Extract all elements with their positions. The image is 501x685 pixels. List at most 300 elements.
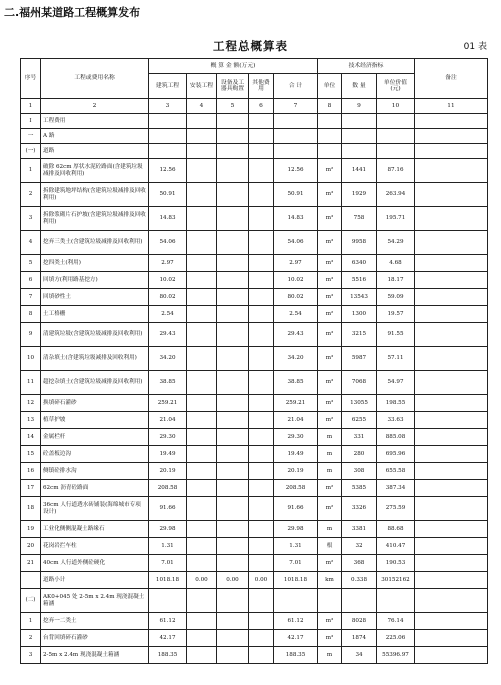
- row-total: 19.49: [274, 446, 318, 463]
- row-remark: [415, 412, 488, 429]
- row-other: [249, 538, 274, 555]
- row-unit-value: 695.96: [377, 446, 415, 463]
- row-unit: m³: [318, 347, 342, 371]
- row-name: 清杂填土(含建筑垃圾减排及回收利用): [41, 347, 149, 371]
- column-number: 1: [21, 99, 41, 114]
- row-construction: 91.66: [149, 497, 187, 521]
- row-installation: [187, 446, 217, 463]
- row-other: [249, 429, 274, 446]
- row-equipment: [217, 412, 249, 429]
- row-equipment: [217, 272, 249, 289]
- row-construction: 29.30: [149, 429, 187, 446]
- table-row: [21, 589, 488, 613]
- row-equipment: [217, 589, 249, 613]
- row-equipment: [217, 129, 249, 144]
- row-construction: 12.56: [149, 159, 187, 183]
- row-quantity: [342, 589, 377, 613]
- row-unit: [318, 129, 342, 144]
- row-name: 侧镇砼排水沟: [41, 463, 149, 480]
- header-tech-group: 技术经济指标: [318, 59, 415, 74]
- table-header: [21, 59, 488, 114]
- row-installation: [187, 129, 217, 144]
- row-seq: 3: [21, 647, 41, 664]
- row-seq: 10: [21, 347, 41, 371]
- row-construction: 29.43: [149, 323, 187, 347]
- row-total: 259.21: [274, 395, 318, 412]
- row-installation: [187, 114, 217, 129]
- row-name: 清建筑垃圾(含建筑垃圾减排及回收利用): [41, 323, 149, 347]
- row-seq: 13: [21, 412, 41, 429]
- row-total: 54.06: [274, 231, 318, 255]
- table-row: [21, 306, 488, 323]
- row-construction: 61.12: [149, 613, 187, 630]
- row-equipment: 0.00: [217, 572, 249, 589]
- row-construction: 1018.18: [149, 572, 187, 589]
- row-unit: m: [318, 463, 342, 480]
- header-other: 其他费用: [249, 74, 274, 99]
- row-remark: [415, 371, 488, 395]
- row-remark: [415, 521, 488, 538]
- row-total: 2.97: [274, 255, 318, 272]
- table-title: 工程总概算表: [213, 39, 288, 53]
- table-row: [21, 272, 488, 289]
- row-quantity: 368: [342, 555, 377, 572]
- row-other: [249, 289, 274, 306]
- row-total: 188.35: [274, 647, 318, 664]
- row-construction: 1.31: [149, 538, 187, 555]
- row-total: 10.02: [274, 272, 318, 289]
- row-unit: m³: [318, 255, 342, 272]
- row-other: [249, 463, 274, 480]
- row-name: 破除 62cm 厚状水泥砼路面(含建筑垃圾减排及回收利用): [41, 159, 149, 183]
- row-total: 12.56: [274, 159, 318, 183]
- row-equipment: [217, 255, 249, 272]
- row-equipment: [217, 555, 249, 572]
- row-remark: [415, 272, 488, 289]
- row-unit-value: 18.17: [377, 272, 415, 289]
- row-unit-value: 54.97: [377, 371, 415, 395]
- header-total: 合 计: [274, 74, 318, 99]
- row-quantity: [342, 129, 377, 144]
- row-construction: 10.02: [149, 272, 187, 289]
- row-unit-value: 885.08: [377, 429, 415, 446]
- row-seq: 18: [21, 497, 41, 521]
- row-total: [274, 589, 318, 613]
- column-number: 8: [318, 99, 342, 114]
- row-installation: [187, 555, 217, 572]
- row-other: [249, 613, 274, 630]
- row-name: 台背回填碎石灌砂: [41, 630, 149, 647]
- row-construction: [149, 129, 187, 144]
- row-construction: [149, 114, 187, 129]
- row-construction: 50.91: [149, 183, 187, 207]
- row-other: [249, 114, 274, 129]
- row-quantity: [342, 144, 377, 159]
- row-unit: m³: [318, 207, 342, 231]
- row-seq: (二): [21, 589, 41, 613]
- row-construction: 259.21: [149, 395, 187, 412]
- row-remark: [415, 497, 488, 521]
- row-seq: 8: [21, 306, 41, 323]
- row-quantity: 308: [342, 463, 377, 480]
- row-other: [249, 647, 274, 664]
- row-installation: [187, 183, 217, 207]
- row-seq: 2: [21, 183, 41, 207]
- row-construction: 38.85: [149, 371, 187, 395]
- row-quantity: 1874: [342, 630, 377, 647]
- row-seq: 20: [21, 538, 41, 555]
- row-name: 金属栏杆: [41, 429, 149, 446]
- row-remark: [415, 538, 488, 555]
- row-quantity: 1441: [342, 159, 377, 183]
- row-total: 2.54: [274, 306, 318, 323]
- row-construction: 208.58: [149, 480, 187, 497]
- row-quantity: 3215: [342, 323, 377, 347]
- row-unit: m²: [318, 306, 342, 323]
- header-equipment: 设备及工器具购置: [217, 74, 249, 99]
- row-equipment: [217, 521, 249, 538]
- row-seq: Ⅰ: [21, 114, 41, 129]
- row-total: 20.19: [274, 463, 318, 480]
- row-name: 道路小计: [41, 572, 149, 589]
- row-total: 29.30: [274, 429, 318, 446]
- row-equipment: [217, 347, 249, 371]
- row-other: [249, 129, 274, 144]
- row-quantity: 5987: [342, 347, 377, 371]
- row-unit-value: [377, 129, 415, 144]
- row-seq: 15: [21, 446, 41, 463]
- row-total: 14.83: [274, 207, 318, 231]
- row-unit-value: 87.16: [377, 159, 415, 183]
- row-quantity: 1929: [342, 183, 377, 207]
- column-number: 5: [217, 99, 249, 114]
- row-remark: [415, 555, 488, 572]
- table-row: [21, 647, 488, 664]
- row-seq: 9: [21, 323, 41, 347]
- row-total: 1.31: [274, 538, 318, 555]
- row-remark: [415, 231, 488, 255]
- row-equipment: [217, 630, 249, 647]
- row-installation: [187, 144, 217, 159]
- row-total: 21.04: [274, 412, 318, 429]
- row-seq: 14: [21, 429, 41, 446]
- row-other: [249, 497, 274, 521]
- row-equipment: [217, 538, 249, 555]
- row-name: 砼盖板边沟: [41, 446, 149, 463]
- row-installation: [187, 395, 217, 412]
- row-quantity: 5385: [342, 480, 377, 497]
- row-unit: m³: [318, 272, 342, 289]
- row-construction: [149, 144, 187, 159]
- row-equipment: [217, 395, 249, 412]
- row-unit-value: 76.14: [377, 613, 415, 630]
- header-construction: 建筑工程: [149, 74, 187, 99]
- row-seq: 一: [21, 129, 41, 144]
- row-quantity: 9958: [342, 231, 377, 255]
- row-installation: [187, 480, 217, 497]
- row-installation: 0.00: [187, 572, 217, 589]
- row-equipment: [217, 446, 249, 463]
- row-unit: m³: [318, 613, 342, 630]
- row-installation: [187, 538, 217, 555]
- row-unit-value: 59.09: [377, 289, 415, 306]
- row-unit-value: 198.55: [377, 395, 415, 412]
- row-quantity: 758: [342, 207, 377, 231]
- row-unit-value: 225.06: [377, 630, 415, 647]
- row-seq: 7: [21, 289, 41, 306]
- row-name: 40cm 人行道外侧砼硬化: [41, 555, 149, 572]
- row-seq: 11: [21, 371, 41, 395]
- row-remark: [415, 289, 488, 306]
- sheet-number: 01 表: [463, 42, 487, 52]
- row-remark: [415, 480, 488, 497]
- row-total: 38.85: [274, 371, 318, 395]
- row-name: 花岗岩拦车柱: [41, 538, 149, 555]
- row-other: 0.00: [249, 572, 274, 589]
- table-row: [21, 183, 488, 207]
- row-total: 42.17: [274, 630, 318, 647]
- table-row: [21, 572, 488, 589]
- column-number: 3: [149, 99, 187, 114]
- row-remark: [415, 129, 488, 144]
- row-construction: 2.97: [149, 255, 187, 272]
- row-total: [274, 144, 318, 159]
- row-remark: [415, 647, 488, 664]
- row-installation: [187, 429, 217, 446]
- row-name: AK0+045 处 2-5m x 2.4m 现浇混凝土箱涵: [41, 589, 149, 613]
- row-installation: [187, 371, 217, 395]
- row-seq: 17: [21, 480, 41, 497]
- table-row: [21, 144, 488, 159]
- row-remark: [415, 630, 488, 647]
- row-remark: [415, 446, 488, 463]
- row-seq: [21, 572, 41, 589]
- row-unit: m³: [318, 323, 342, 347]
- row-seq: 5: [21, 255, 41, 272]
- row-unit: [318, 589, 342, 613]
- row-unit-value: 88.68: [377, 521, 415, 538]
- table-row: [21, 207, 488, 231]
- table-row: [21, 323, 488, 347]
- row-name: 工业化侧侧混凝土路缘石: [41, 521, 149, 538]
- row-construction: 2.54: [149, 306, 187, 323]
- header-quantity: 数 量: [342, 74, 377, 99]
- row-equipment: [217, 231, 249, 255]
- row-other: [249, 371, 274, 395]
- row-remark: [415, 347, 488, 371]
- table-row: [21, 538, 488, 555]
- row-seq: 3: [21, 207, 41, 231]
- table-row: [21, 521, 488, 538]
- row-other: [249, 347, 274, 371]
- row-unit: km: [318, 572, 342, 589]
- row-construction: 29.98: [149, 521, 187, 538]
- row-seq: 4: [21, 231, 41, 255]
- row-construction: 188.35: [149, 647, 187, 664]
- row-name: 2-5m x 2.4m 现浇混凝土箱涵: [41, 647, 149, 664]
- row-unit-value: [377, 114, 415, 129]
- row-seq: 6: [21, 272, 41, 289]
- row-remark: [415, 144, 488, 159]
- row-other: [249, 159, 274, 183]
- row-construction: 34.20: [149, 347, 187, 371]
- row-total: 34.20: [274, 347, 318, 371]
- row-quantity: 331: [342, 429, 377, 446]
- row-other: [249, 144, 274, 159]
- row-name: 回填方(利用路基挖方): [41, 272, 149, 289]
- row-remark: [415, 159, 488, 183]
- row-total: 29.43: [274, 323, 318, 347]
- row-unit: m: [318, 429, 342, 446]
- row-total: 61.12: [274, 613, 318, 630]
- column-number: 7: [274, 99, 318, 114]
- row-unit: 根: [318, 538, 342, 555]
- row-unit-value: 91.55: [377, 323, 415, 347]
- table-row: [21, 463, 488, 480]
- row-unit-value: 33.63: [377, 412, 415, 429]
- row-unit: m³: [318, 371, 342, 395]
- row-unit-value: 655.58: [377, 463, 415, 480]
- table-row: [21, 395, 488, 412]
- table-row: [21, 289, 488, 306]
- row-total: 91.66: [274, 497, 318, 521]
- row-remark: [415, 306, 488, 323]
- row-installation: [187, 521, 217, 538]
- table-row: [21, 412, 488, 429]
- row-other: [249, 630, 274, 647]
- row-construction: 20.19: [149, 463, 187, 480]
- row-unit-value: 4.68: [377, 255, 415, 272]
- row-name: 挖弃三类土(含建筑垃圾减排及回收利用): [41, 231, 149, 255]
- row-unit-value: 195.71: [377, 207, 415, 231]
- row-total: 7.01: [274, 555, 318, 572]
- row-unit: m³: [318, 289, 342, 306]
- column-number: 2: [41, 99, 149, 114]
- row-name: 36cm 人行道透水砖铺装(海绵城市专项设计): [41, 497, 149, 521]
- row-unit-value: 410.47: [377, 538, 415, 555]
- row-unit: [318, 114, 342, 129]
- document-heading: 二.福州某道路工程概算发布: [4, 6, 141, 19]
- row-installation: [187, 231, 217, 255]
- table-row: [21, 429, 488, 446]
- row-construction: 14.83: [149, 207, 187, 231]
- row-unit: m²: [318, 480, 342, 497]
- row-total: 80.02: [274, 289, 318, 306]
- row-installation: [187, 613, 217, 630]
- row-unit-value: 387.34: [377, 480, 415, 497]
- row-other: [249, 183, 274, 207]
- column-number: 9: [342, 99, 377, 114]
- row-name: 超挖杂填土(含建筑垃圾减排及回收利用): [41, 371, 149, 395]
- row-unit-value: [377, 589, 415, 613]
- row-name: 道路: [41, 144, 149, 159]
- row-construction: 21.04: [149, 412, 187, 429]
- header-estimate-group: 概 算 金 额(万元): [149, 59, 318, 74]
- row-name: 62cm 沥青砼路面: [41, 480, 149, 497]
- row-equipment: [217, 306, 249, 323]
- row-unit: m²: [318, 159, 342, 183]
- header-unit-value: 单位价值(元): [377, 74, 415, 99]
- header-remark: 备注: [415, 59, 488, 99]
- row-quantity: 13543: [342, 289, 377, 306]
- column-number: 4: [187, 99, 217, 114]
- row-equipment: [217, 183, 249, 207]
- row-total: 1018.18: [274, 572, 318, 589]
- row-unit: m³: [318, 231, 342, 255]
- row-unit: m: [318, 446, 342, 463]
- row-unit-value: 30152162: [377, 572, 415, 589]
- row-name: 挖弃一二类土: [41, 613, 149, 630]
- header-name: 工程或费用名称: [41, 59, 149, 99]
- table-row: [21, 159, 488, 183]
- table-row: [21, 129, 488, 144]
- row-other: [249, 255, 274, 272]
- table-row: [21, 231, 488, 255]
- row-seq: 1: [21, 613, 41, 630]
- row-equipment: [217, 647, 249, 664]
- header-unit: 单位: [318, 74, 342, 99]
- row-remark: [415, 207, 488, 231]
- row-equipment: [217, 289, 249, 306]
- row-total: 208.58: [274, 480, 318, 497]
- row-other: [249, 395, 274, 412]
- table-row: [21, 630, 488, 647]
- row-quantity: 34: [342, 647, 377, 664]
- row-quantity: 0.338: [342, 572, 377, 589]
- row-remark: [415, 323, 488, 347]
- row-remark: [415, 463, 488, 480]
- row-other: [249, 480, 274, 497]
- row-seq: 2: [21, 630, 41, 647]
- row-seq: 19: [21, 521, 41, 538]
- row-unit-value: 54.29: [377, 231, 415, 255]
- row-equipment: [217, 371, 249, 395]
- table-row: [21, 114, 488, 129]
- row-equipment: [217, 429, 249, 446]
- table-row: [21, 446, 488, 463]
- row-construction: 54.06: [149, 231, 187, 255]
- row-installation: [187, 289, 217, 306]
- row-installation: [187, 272, 217, 289]
- table-row: [21, 613, 488, 630]
- estimate-table: [20, 58, 488, 664]
- row-remark: [415, 114, 488, 129]
- row-other: [249, 446, 274, 463]
- header-installation: 安装工程: [187, 74, 217, 99]
- column-number: 6: [249, 99, 274, 114]
- row-equipment: [217, 114, 249, 129]
- row-construction: 19.49: [149, 446, 187, 463]
- row-equipment: [217, 480, 249, 497]
- header-seq: 序号: [21, 59, 41, 99]
- row-equipment: [217, 207, 249, 231]
- row-installation: [187, 412, 217, 429]
- row-installation: [187, 323, 217, 347]
- row-seq: 21: [21, 555, 41, 572]
- row-unit-value: 57.11: [377, 347, 415, 371]
- row-total: [274, 114, 318, 129]
- row-equipment: [217, 323, 249, 347]
- row-total: [274, 129, 318, 144]
- row-unit: m³: [318, 395, 342, 412]
- table-row: [21, 371, 488, 395]
- row-quantity: [342, 114, 377, 129]
- row-unit-value: 19.57: [377, 306, 415, 323]
- table-row: [21, 497, 488, 521]
- row-seq: 1: [21, 159, 41, 183]
- row-seq: 16: [21, 463, 41, 480]
- row-other: [249, 521, 274, 538]
